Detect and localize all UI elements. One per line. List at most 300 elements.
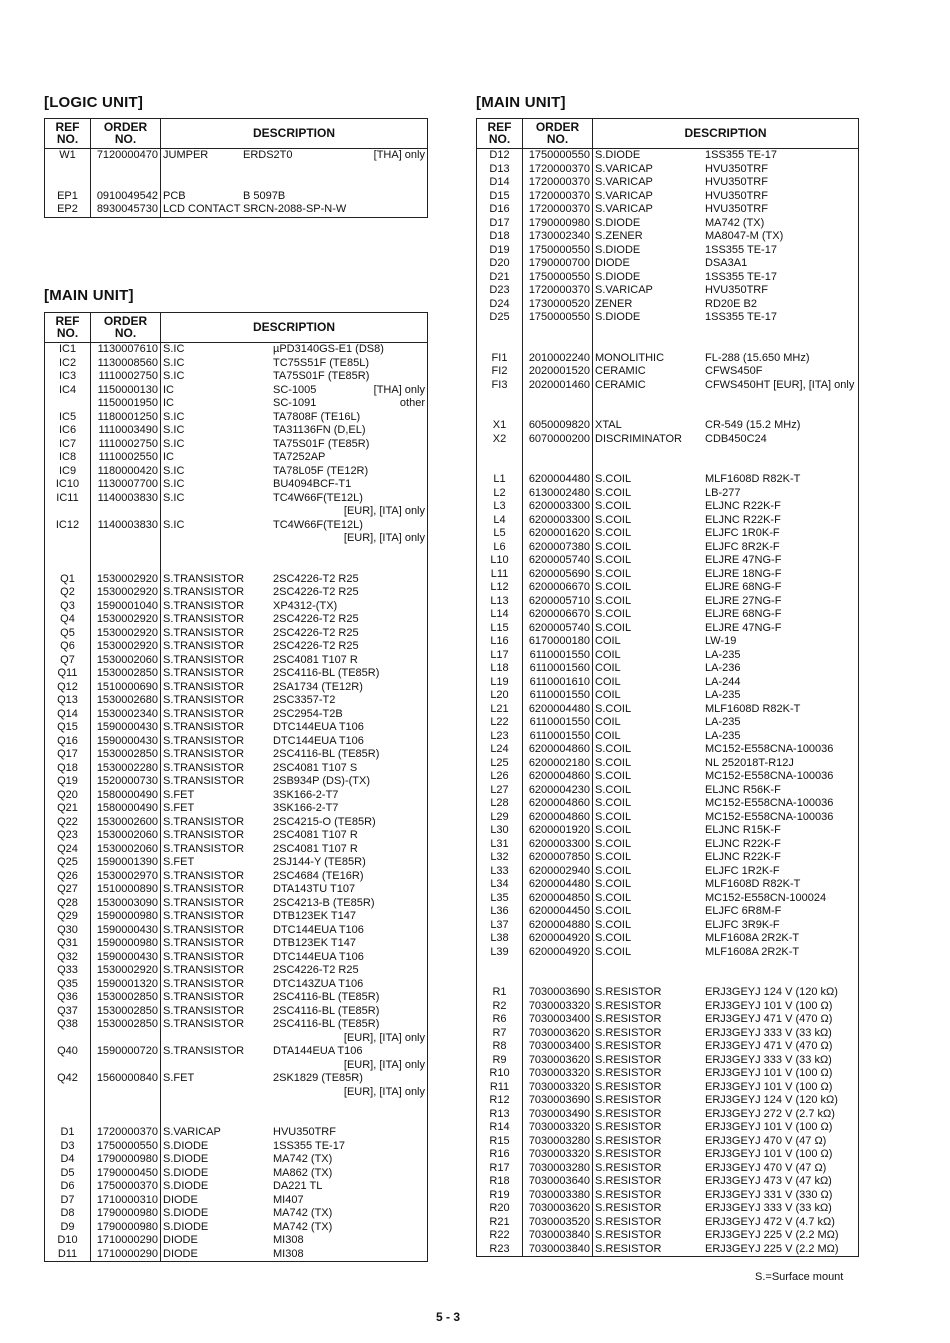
part-number [273, 532, 344, 546]
part-number: DSA3A1 [705, 257, 748, 269]
table-row [477, 1162, 859, 1176]
ref-no-cell: R23 [477, 1243, 523, 1257]
part-type: S.VARICAP [595, 284, 653, 296]
version-note: [THA] only [373, 383, 425, 396]
description-cell [161, 1113, 428, 1127]
order-no-cell: 6200004480 [523, 703, 593, 717]
ref-no-cell [477, 392, 523, 406]
table-row [477, 1081, 859, 1095]
table-row [45, 1207, 428, 1221]
order-no-cell: 1530002680 [91, 694, 161, 708]
part-type: S.DIODE [595, 216, 641, 229]
part-number: 1SS355 TE-17 [705, 243, 777, 256]
part-number: ELJRE 18NG-F [705, 567, 782, 580]
description-cell [161, 910, 428, 924]
ref-no-cell: Q13 [45, 694, 91, 708]
ref-no-cell: D9 [45, 1221, 91, 1235]
part-number: B 5097B [243, 189, 286, 202]
table-row [45, 627, 428, 641]
part-type: S.TRANSISTOR [163, 694, 245, 706]
ref-no-cell: Q11 [45, 667, 91, 681]
part-type: S.DIODE [595, 311, 641, 323]
ref-no-cell: W1 [45, 149, 91, 163]
table-row [45, 546, 428, 560]
order-no-cell [91, 176, 161, 190]
ref-no-cell: L37 [477, 919, 523, 933]
description-cell [593, 1229, 859, 1243]
ref-no-cell: L1 [477, 473, 523, 487]
order-no-cell: 1530002920 [91, 640, 161, 654]
part-type: S.IC [163, 478, 185, 490]
logic-unit-table [44, 118, 428, 218]
ref-no-cell [45, 397, 91, 411]
part-number: 2SB934P (DS)-(TX) [273, 775, 370, 787]
ref-no-cell: Q3 [45, 600, 91, 614]
part-type: S.FET [163, 856, 195, 868]
ref-no-cell: R11 [477, 1081, 523, 1095]
ref-no-cell: L27 [477, 784, 523, 798]
ref-no-cell [45, 163, 91, 177]
order-no-cell: 6200005710 [523, 595, 593, 609]
ref-no-cell: Q2 [45, 586, 91, 600]
order-no-cell [91, 532, 161, 546]
table-row [45, 1248, 428, 1262]
part-number: MA742 (TX) [273, 1220, 333, 1233]
table-row [477, 865, 859, 879]
order-no-cell: 1180001250 [91, 411, 161, 425]
table-row [477, 1040, 859, 1054]
description-cell [161, 1207, 428, 1221]
ref-no-cell: L16 [477, 635, 523, 649]
table-row [477, 757, 859, 771]
version-note: [EUR], [ITA] only [343, 532, 425, 544]
part-type: S.TRANSISTOR [163, 586, 245, 598]
description-cell [593, 514, 859, 528]
description-cell [161, 438, 428, 452]
table-row [45, 600, 428, 614]
order-no-cell: 6200002180 [523, 757, 593, 771]
table-row [45, 438, 428, 452]
part-type: S.TRANSISTOR [163, 883, 245, 895]
part-number: 1SS355 TE-17 [705, 311, 777, 323]
table-row [477, 163, 859, 177]
part-type: ZENER [595, 297, 633, 310]
part-type: S.COIL [595, 810, 632, 823]
order-no-cell: 1530002600 [91, 816, 161, 830]
table-row [477, 284, 859, 298]
table-row [477, 1148, 859, 1162]
part-number: DTC144EUA T106 [273, 950, 364, 963]
order-no-cell: 1530002920 [91, 573, 161, 587]
part-number: 2SA1734 (TE12R) [273, 680, 363, 693]
part-type: S.COIL [595, 918, 632, 931]
part-number: MLF1608D R82K-T [705, 702, 801, 715]
ref-no-cell: R2 [477, 1000, 523, 1014]
part-type: DIODE [163, 1247, 198, 1260]
ref-no-cell: Q20 [45, 789, 91, 803]
order-no-cell: 7030003620 [523, 1054, 593, 1068]
ref-no-cell: Q1 [45, 573, 91, 587]
ref-no-cell: R18 [477, 1175, 523, 1189]
part-type: S.TRANSISTOR [163, 950, 245, 963]
order-no-cell: 1180000420 [91, 465, 161, 479]
order-no-cell: 7030003380 [523, 1189, 593, 1203]
part-type: S.COIL [595, 567, 632, 580]
description-cell [593, 1054, 859, 1068]
ref-no-cell [45, 1086, 91, 1100]
table-row [477, 514, 859, 528]
part-number: ELJFC 1R0K-F [705, 527, 780, 539]
ref-no-cell [45, 1113, 91, 1127]
part-number: ERJ3GEYJ 470 V (47 Ω) [705, 1161, 827, 1174]
part-type: S.TRANSISTOR [163, 1018, 245, 1030]
part-type: S.COIL [595, 945, 632, 958]
description-cell [593, 298, 859, 312]
order-no-cell: 6200004860 [523, 797, 593, 811]
table-row [45, 1167, 428, 1181]
ref-no-cell: Q21 [45, 802, 91, 816]
ref-no-cell: L32 [477, 851, 523, 865]
version-note: [EUR], [ITA] only [343, 1085, 425, 1098]
description-cell [593, 1081, 859, 1095]
table-row [45, 1153, 428, 1167]
order-no-cell: 7030003280 [523, 1162, 593, 1176]
main-unit-table-right [476, 118, 859, 1257]
order-no-cell: 1110002750 [91, 370, 161, 384]
part-type: S.TRANSISTOR [163, 923, 245, 936]
part-type: S.FET [163, 788, 195, 801]
description-cell [593, 419, 859, 433]
order-no-cell: 1590001040 [91, 600, 161, 614]
part-type: IC [163, 397, 174, 409]
description-cell [161, 681, 428, 695]
table-row [45, 1234, 428, 1248]
table-row [45, 370, 428, 384]
part-type: COIL [595, 635, 621, 647]
table-row [45, 357, 428, 371]
part-type: S.DIODE [163, 1153, 209, 1165]
description-cell [161, 856, 428, 870]
ref-no-cell: R15 [477, 1135, 523, 1149]
part-type: IC [163, 451, 174, 463]
part-number: DA221 TL [273, 1180, 323, 1192]
part-number [273, 505, 344, 519]
part-number: MC152-E558CNA-100036 [705, 770, 834, 782]
part-number: MC152-E558CNA-100036 [705, 810, 834, 823]
description-cell [593, 784, 859, 798]
description-cell [161, 1234, 428, 1248]
part-number: ELJRE 47NG-F [705, 554, 782, 566]
part-type: S.COIL [595, 851, 632, 863]
part-type: S.DIODE [163, 1166, 209, 1179]
part-type: S.COIL [595, 594, 632, 607]
order-no-cell: 6200003300 [523, 514, 593, 528]
ref-no-cell: D13 [477, 163, 523, 177]
order-no-cell: 1530002920 [91, 627, 161, 641]
order-no-cell: 1580000490 [91, 789, 161, 803]
ref-no-cell: L24 [477, 743, 523, 757]
part-type: S.DIODE [595, 149, 641, 161]
part-type: S.DIODE [595, 243, 641, 256]
description-cell [161, 654, 428, 668]
table-row [477, 1067, 859, 1081]
order-no-cell: 1590001390 [91, 856, 161, 870]
description-cell [161, 190, 428, 204]
part-number: 2SC4226-T2 R25 [273, 586, 359, 598]
part-type: S.DIODE [163, 1220, 209, 1233]
ref-no-cell: R1 [477, 986, 523, 1000]
table-row [477, 959, 859, 973]
description-cell [593, 1027, 859, 1041]
order-no-cell: 1130008560 [91, 357, 161, 371]
order-no-cell: 1530002920 [91, 964, 161, 978]
part-type: S.COIL [595, 837, 632, 850]
table-row [45, 991, 428, 1005]
ref-no-cell: L6 [477, 541, 523, 555]
table-row [477, 608, 859, 622]
part-number: ERJ3GEYJ 272 V (2.7 kΩ) [705, 1107, 835, 1120]
order-no-cell: 1530003090 [91, 897, 161, 911]
part-number: BU4094BCF-T1 [273, 478, 352, 490]
table-row [477, 230, 859, 244]
order-no-cell: 1130007610 [91, 343, 161, 357]
description-cell [593, 743, 859, 757]
table-row [45, 1113, 428, 1127]
description-cell [593, 527, 859, 541]
part-number: LB-277 [705, 486, 741, 499]
order-no-cell: 2020001520 [523, 365, 593, 379]
part-type: S.IC [163, 410, 185, 423]
order-no-cell [523, 460, 593, 474]
table-row [45, 897, 428, 911]
description-cell [161, 897, 428, 911]
table-row [45, 640, 428, 654]
part-number: ERJ3GEYJ 124 V (120 kΩ) [705, 986, 838, 998]
order-no-cell: 1790000980 [523, 217, 593, 231]
part-type: S.TRANSISTOR [163, 761, 245, 774]
ref-no-cell: R10 [477, 1067, 523, 1081]
part-number: ELJNC R15K-F [705, 824, 781, 836]
table-row [45, 964, 428, 978]
part-type: S.COIL [595, 932, 632, 944]
order-no-cell: 6200007380 [523, 541, 593, 555]
table-row [45, 397, 428, 411]
part-type: S.IC [163, 491, 185, 504]
table-row [45, 384, 428, 398]
description-cell [593, 1013, 859, 1027]
description-cell [161, 586, 428, 600]
order-no-cell [523, 973, 593, 987]
ref-no-cell: R12 [477, 1094, 523, 1108]
part-type: S.ZENER [595, 230, 643, 242]
order-no-cell: 6200004860 [523, 743, 593, 757]
order-no-cell: 2010002240 [523, 352, 593, 366]
description-cell [161, 721, 428, 735]
table-row [477, 149, 859, 163]
part-number: 2SC4081 T107 S [273, 761, 358, 774]
order-no-cell [91, 1113, 161, 1127]
table-row [45, 924, 428, 938]
description-cell [593, 163, 859, 177]
ref-no-cell [45, 559, 91, 573]
part-number: HVU350TRF [705, 203, 768, 215]
order-no-cell: 1730002340 [523, 230, 593, 244]
description-cell [593, 244, 859, 258]
order-no-cell: 7030003690 [523, 986, 593, 1000]
part-number: TA75S01F (TE85R) [273, 370, 370, 382]
part-type: S.RESISTOR [595, 1094, 662, 1106]
table-row [45, 802, 428, 816]
part-number: ELJRE 47NG-F [705, 621, 782, 634]
ref-no-cell: EP1 [45, 190, 91, 204]
table-row [45, 775, 428, 789]
part-type: S.VARICAP [595, 189, 653, 202]
part-number: 2SC4116-BL (TE85R) [273, 748, 380, 760]
part-type: S.TRANSISTOR [163, 964, 245, 976]
description-cell [593, 662, 859, 676]
part-number: ERJ3GEYJ 225 V (2.2 MΩ) [705, 1242, 839, 1255]
part-type: S.COIL [595, 540, 632, 553]
part-type: CERAMIC [595, 365, 646, 377]
order-no-cell: 7030003690 [523, 1094, 593, 1108]
ref-no-cell: R7 [477, 1027, 523, 1041]
order-no-cell [523, 325, 593, 339]
order-no-cell: 7030003620 [523, 1027, 593, 1041]
version-note: [EUR], [ITA] only [343, 1058, 425, 1071]
order-no-cell: 6070000200 [523, 433, 593, 447]
ref-no-cell: IC5 [45, 411, 91, 425]
part-number: 2SK1829 (TE85R) [273, 1072, 363, 1084]
order-no-cell: 1730000520 [523, 298, 593, 312]
table-row [45, 411, 428, 425]
description-cell [161, 613, 428, 627]
ref-no-cell: D10 [45, 1234, 91, 1248]
table-row [477, 203, 859, 217]
order-no-cell: 7030003520 [523, 1216, 593, 1230]
ref-no-cell: Q12 [45, 681, 91, 695]
description-cell [161, 451, 428, 465]
description-cell [593, 433, 859, 447]
part-type: S.COIL [595, 797, 632, 809]
order-no-header: ORDER NO. [91, 313, 161, 343]
table-row [477, 743, 859, 757]
table-row [477, 689, 859, 703]
description-cell [161, 924, 428, 938]
description-cell [161, 163, 428, 177]
part-number: RD20E B2 [705, 297, 757, 310]
part-number: ELJFC 8R2K-F [705, 540, 780, 553]
description-cell [593, 460, 859, 474]
ref-no-cell: D1 [45, 1126, 91, 1140]
description-cell [593, 932, 859, 946]
ref-no-cell: L28 [477, 797, 523, 811]
part-number: SC-1005 [273, 383, 317, 396]
ref-no-cell: IC8 [45, 451, 91, 465]
description-cell [593, 581, 859, 595]
description-cell [161, 1126, 428, 1140]
part-number: ERJ3GEYJ 472 V (4.7 kΩ) [705, 1215, 835, 1228]
order-no-cell: 6200005690 [523, 568, 593, 582]
part-number: ERJ3GEYJ 101 V (100 Ω) [705, 1067, 833, 1079]
order-no-cell: 1590000720 [91, 1045, 161, 1059]
part-type: S.COIL [595, 500, 632, 512]
part-number: MC152-E558CNA-100036 [705, 743, 834, 755]
part-number: ELJNC R56K-F [705, 783, 781, 796]
surface-mount-footnote: S.=Surface mount [755, 1271, 844, 1283]
description-cell [161, 546, 428, 560]
part-number: 2SC4116-BL (TE85R) [273, 991, 380, 1003]
part-number: MA742 (TX) [705, 216, 765, 229]
description-cell [161, 1099, 428, 1113]
description-cell [593, 851, 859, 865]
part-number: DTC144EUA T106 [273, 923, 364, 936]
description-cell [161, 1221, 428, 1235]
ref-no-cell: D17 [477, 217, 523, 231]
order-no-cell [523, 392, 593, 406]
part-type: S.TRANSISTOR [163, 869, 245, 882]
part-number: 2SC4116-BL (TE85R) [273, 1004, 380, 1017]
description-cell [593, 622, 859, 636]
description-cell [161, 748, 428, 762]
table-row [45, 856, 428, 870]
table-row [477, 1027, 859, 1041]
description-cell [161, 370, 428, 384]
table-row [45, 937, 428, 951]
ref-no-cell [477, 325, 523, 339]
description-cell [161, 343, 428, 357]
part-number: ERJ3GEYJ 225 V (2.2 MΩ) [705, 1229, 839, 1241]
part-type: S.RESISTOR [595, 1229, 662, 1241]
part-number: TA75S01F (TE85R) [273, 437, 370, 450]
ref-no-cell: R20 [477, 1202, 523, 1216]
part-number: 2SC4226-T2 R25 [273, 572, 359, 585]
order-no-cell: 1530002280 [91, 762, 161, 776]
ref-no-cell: IC7 [45, 438, 91, 452]
ref-no-cell: Q31 [45, 937, 91, 951]
part-number: MC152-E558CNA-100036 [705, 797, 834, 809]
table-row [45, 1059, 428, 1073]
ref-no-cell: EP2 [45, 203, 91, 217]
table-row [45, 721, 428, 735]
part-type: S.RESISTOR [595, 1053, 662, 1066]
table-row [45, 654, 428, 668]
ref-no-cell: L26 [477, 770, 523, 784]
part-type: DIODE [163, 1234, 198, 1246]
part-type: S.IC [163, 464, 185, 477]
table-row [477, 527, 859, 541]
table-row [45, 163, 428, 177]
part-number: NL 252018T-R12J [705, 756, 794, 769]
description-cell [161, 1086, 428, 1100]
description-cell [161, 492, 428, 506]
ref-no-cell: Q42 [45, 1072, 91, 1086]
table-row [45, 694, 428, 708]
part-number: 2SC4116-BL (TE85R) [273, 667, 380, 679]
version-note: other [399, 397, 425, 409]
description-cell [593, 271, 859, 285]
part-type: S.TRANSISTOR [163, 734, 245, 747]
order-no-cell: 1790000980 [91, 1221, 161, 1235]
order-no-cell: 2020001460 [523, 379, 593, 393]
ref-no-cell: D16 [477, 203, 523, 217]
description-cell [161, 1248, 428, 1262]
part-type: S.TRANSISTOR [163, 829, 245, 841]
part-type: S.RESISTOR [595, 1013, 662, 1025]
description-cell [593, 905, 859, 919]
part-number: ELJNC R22K-F [705, 513, 781, 526]
part-type: COIL [595, 648, 621, 661]
description-cell [593, 541, 859, 555]
